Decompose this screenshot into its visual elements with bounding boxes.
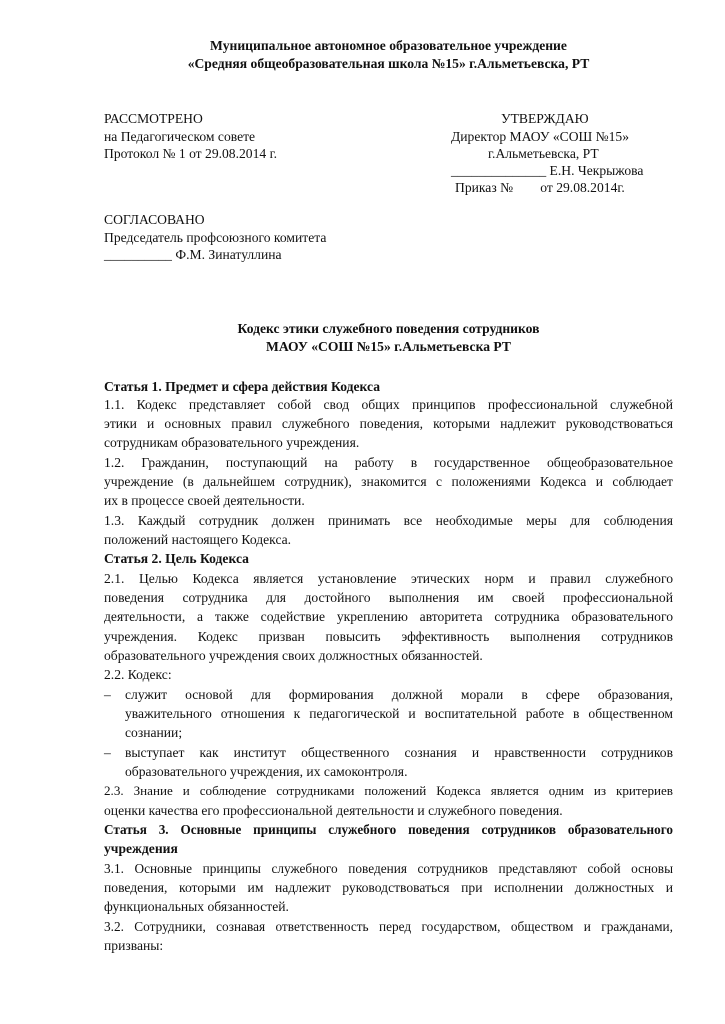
approve-signature: ______________ Е.Н. Чекрыжова	[451, 163, 644, 178]
list-item-line: уважительного отношения к педагогической и воспитательной работе в общественном	[125, 706, 673, 721]
paragraph-line: 2.1. Целью Кодекса является установление этических норм и правил служебного	[104, 571, 673, 586]
agreed-chairman: Председатель профсоюзного комитета	[104, 230, 327, 245]
article-3-heading-cont: учреждения	[104, 841, 178, 856]
list-item-line: служит основой для формирования должной морали в сфере образования,	[125, 687, 673, 702]
article-3-heading: Статья 3. Основные принципы служебного поведения сотрудников образовательного	[104, 822, 673, 837]
org-name-line2: «Средняя общеобразовательная школа №15» г.Альметьевска, РТ	[187, 56, 590, 71]
paragraph-line: призваны:	[104, 938, 164, 953]
paragraph-line: положений настоящего Кодекса.	[104, 532, 292, 547]
approve-city: г.Альметьевска, РТ	[488, 146, 599, 161]
list-item-line: сознании;	[125, 725, 183, 740]
paragraph-line: поведения, которыми им надлежит руководствоваться при исполнении должностных и	[104, 880, 673, 895]
reviewed-protocol: Протокол № 1 от 29.08.2014 г.	[104, 146, 278, 161]
approve-order: Приказ № от 29.08.2014г.	[455, 180, 625, 195]
paragraph-line: функциональных обязанностей.	[104, 899, 289, 914]
article-1-heading: Статья 1. Предмет и сфера действия Кодекса	[104, 379, 381, 394]
article-2-heading: Статья 2. Цель Кодекса	[104, 551, 249, 566]
paragraph-line: деятельности, а также содействие укреплению авторитета сотрудника образовательного	[104, 609, 673, 624]
paragraph-line: 3.2. Сотрудники, сознавая ответственность перед государством, обществом и гражданами,	[104, 919, 673, 934]
approve-director: Директор МАОУ «СОШ №15»	[451, 129, 630, 144]
paragraph-line: учреждение (в дальнейшем сотрудник), знакомится с положениями Кодекса и соблюдает	[104, 474, 673, 489]
agreed-signature: __________ Ф.М. Зинатуллина	[104, 247, 282, 262]
doc-title-line2: МАОУ «СОШ №15» г.Альметьевска РТ	[266, 339, 511, 354]
bullet-dash: –	[104, 745, 111, 760]
reviewed-council: на Педагогическом совете	[104, 129, 256, 144]
paragraph-line: 2.3. Знание и соблюдение сотрудниками положений Кодекса является одним из критериев	[104, 783, 673, 798]
paragraph-line: учреждения. Кодекс призван повысить эффективность выполнения сотрудников	[104, 629, 673, 644]
paragraph-line: оценки качества его профессиональной деятельности и служебного поведения.	[104, 803, 563, 818]
paragraph-line: 1.1. Кодекс представляет собой свод общих принципов профессиональной служебной	[104, 397, 673, 412]
org-name-line1: Муниципальное автономное образовательное учреждение	[210, 38, 567, 53]
agreed-title: СОГЛАСОВАНО	[104, 212, 205, 227]
paragraph-line: их в процессе своей деятельности.	[104, 493, 305, 508]
list-item-line: образовательного учреждения, их самоконтроля.	[125, 764, 408, 779]
paragraph-line: этики и основных правил служебного поведения, которыми надлежит руководствоваться	[104, 416, 673, 431]
list-item-line: выступает как институт общественного сознания и нравственности сотрудников	[125, 745, 673, 760]
reviewed-title: РАССМОТРЕНО	[104, 111, 203, 126]
paragraph-line: 3.1. Основные принципы служебного поведения сотрудников представляют собой основы	[104, 861, 673, 876]
paragraph-line: образовательного учреждения своих должностных обязанностей.	[104, 648, 483, 663]
paragraph-line: 1.3. Каждый сотрудник должен принимать все необходимые меры для соблюдения	[104, 513, 673, 528]
paragraph-line: 2.2. Кодекс:	[104, 667, 172, 682]
doc-title-line1: Кодекс этики служебного поведения сотрудников	[237, 321, 540, 336]
paragraph-line: 1.2. Гражданин, поступающий на работу в государственное общеобразовательное	[104, 455, 673, 470]
paragraph-line: поведения сотрудника для достойного выполнения им своей профессиональной	[104, 590, 673, 605]
approve-title: УТВЕРЖДАЮ	[501, 111, 589, 126]
paragraph-line: сотрудникам образовательного учреждения.	[104, 435, 360, 450]
bullet-dash: –	[104, 687, 111, 702]
